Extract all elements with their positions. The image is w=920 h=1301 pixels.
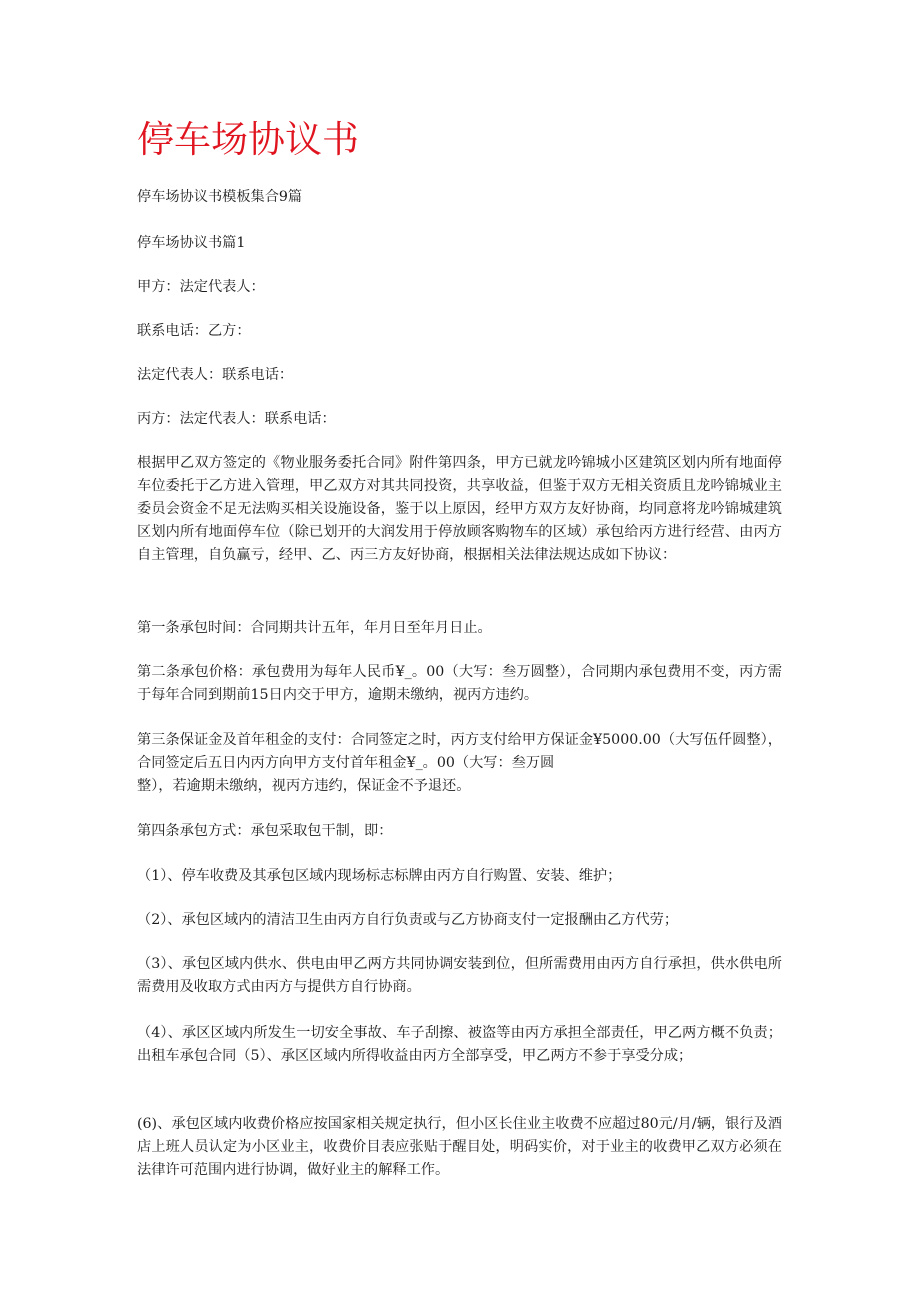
party-c-line: 丙方：法定代表人：联系电话： [137,411,336,427]
article-3-part-2: 整），若逾期未缴纳，视丙方违约，保证金不予退还。 [137,778,471,794]
article-3-part-1: 第三条保证金及首年租金的支付：合同签定之时，丙方支付给甲方保证金¥5000.00（大写伍仟圆整），合同签定后五日内丙方向甲方支付首年租金¥_。00（大写：叁万圆 [137,732,782,771]
article-4-item-1: （1）、停车收费及其承包区域内现场标志标牌由丙方自行购置、安装、维护； [137,868,622,884]
contact-party-b-line: 联系电话：乙方： [137,323,251,339]
legal-rep-contact-line: 法定代表人：联系电话： [137,367,294,383]
article-4-item-3: （3）、承包区域内供水、供电由甲乙两方共同协调安装到位，但所需费用由丙方自行承担，供水供电所需费用及收取方式由丙方与提供方自行协商。 [137,956,782,995]
article-2: 第二条承包价格：承包费用为每年人民币¥_。00（大写：叁万圆整），合同期内承包费用不变，丙方需于每年合同到期前15日内交于甲方，逾期未缴纳，视丙方违约。 [137,664,782,703]
preamble-paragraph: 根据甲乙双方签定的《物业服务委托合同》附件第四条，甲方已就龙吟锦城小区建筑区划内所有地面停车位委托于乙方进入管理，甲乙双方对其共同投资，共享收益，但鉴于双方无相关资质且龙吟锦城业主委员会资金不足无法购买相关设施设备，鉴于以上原因，经甲方双方友好协商，均同意将龙吟锦城建筑区划内所有地面停车位（除已划开的大润发用于停放顾客购物车的区域）承包给丙方进行经营、由丙方自主管理，自负赢亏，经甲、乙、丙三方友好协商，根据相关法律法规达成如下协议： [137,455,782,563]
party-a-line: 甲方：法定代表人： [137,279,265,295]
article-4-item-4: （4）、承区区域内所发生一切安全事故、车子刮擦、被盗等由丙方承担全部责任，甲乙两方概不负责；出租车承包合同（5）、承区区域内所得收益由丙方全部享受，甲乙两方不参于享受分成； [137,1025,782,1064]
article-4: 第四条承包方式：承包采取包干制，即： [137,823,393,839]
article-4-item-2: （2）、承包区域内的清洁卫生由丙方自行负责或与乙方协商支付一定报酬由乙方代劳； [137,912,679,928]
document-subtitle: 停车场协议书模板集合9篇 [137,189,303,205]
document-title: 停车场协议书 [137,118,359,161]
section-heading: 停车场协议书篇1 [137,235,246,251]
article-4-item-6: (6)、承包区域内收费价格应按国家相关规定执行，但小区长住业主收费不应超过80元/月/辆，银行及酒店上班人员认定为小区业主，收费价目表应张贴于醒目处，明码实价，对于业主的收费甲乙双方必须在法律许可范围内进行协调，做好业主的解释工作。 [137,1116,782,1178]
article-1: 第一条承包时间：合同期共计五年，年月日至年月日止。 [137,620,492,636]
